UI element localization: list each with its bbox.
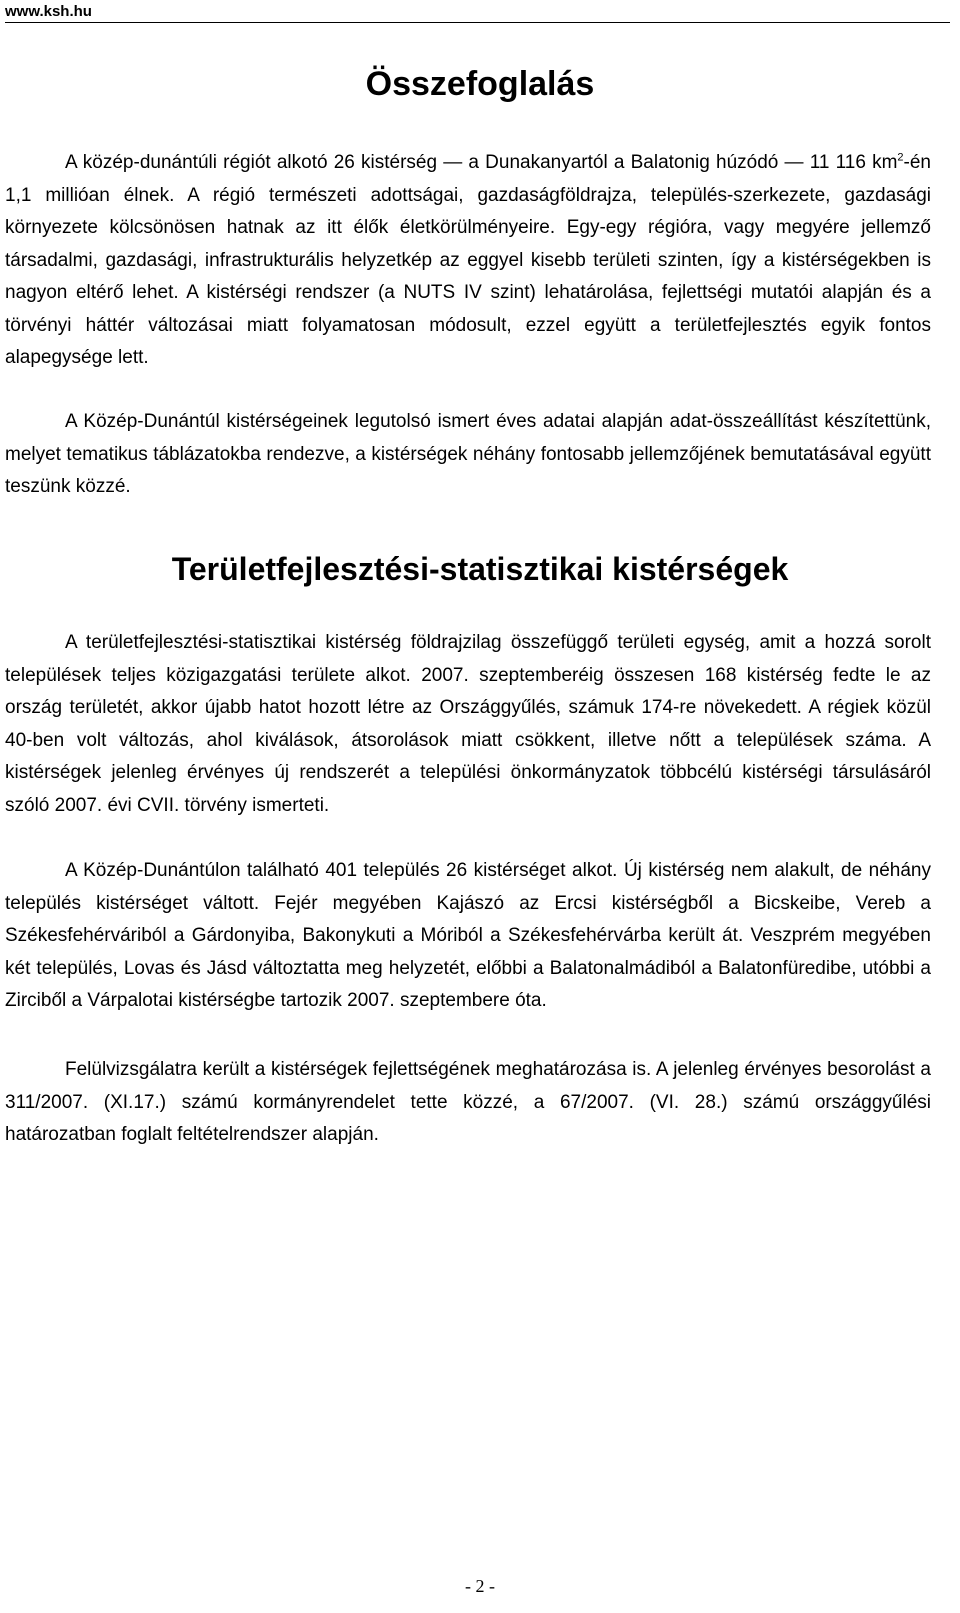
section-paragraph-2: A Közép-Dunántúlon található 401 település 26 kistérséget alkot. Új kistérség nem alakult, de néhány település kistérséget váltott. Fejér megyében Kajászó az Ercsi kistérségből a Bicskeibe, Vereb a Székesfehérváriból a Gárdonyiba, Bakonykuti a Móriból a Székesfehérvárba került át. Veszprém megyében két település, Lovas és Jásd változtatta meg helyzetét, előbbi a Balatonalmádiból a Balatonfüredibe, utóbbi a Zirciből a Várpalotai kistérségbe tartozik 2007. szeptembere óta. — [5, 860, 931, 1011]
page-number: - 2 - — [465, 1576, 495, 1596]
section-title: Területfejlesztési-statisztikai kistérségek — [171, 551, 789, 587]
summary-paragraph-1-text-b: -én 1,1 millióan élnek. A régió természeti adottságai, gazdaságföldrajza, település-szerkezete, gazdasági környezete kölcsönösen hatnak az itt élők életkörülményeire. Egy-egy régióra, vagy megyére jellemző társadalmi, gazdasági, infrastrukturális helyzetkép az eggyel kisebb területi szinten, így a kistérségekben is nagyon eltérő lehet. A kistérségi rendszer (a NUTS IV szint) lehatárolása, fejlettségi mutatói alapján és a törvényi háttér változásai miatt folyamatosan módosult, ezzel együtt a területfejlesztés egyik fontos alapegysége lett. — [5, 152, 931, 368]
superscript-2: 2 — [897, 151, 904, 164]
page-title: Összefoglalás — [365, 65, 595, 103]
summary-paragraph-1-text-a: A közép-dunántúli régiót alkotó 26 kistérség ― a Dunakanyartól a Balatonig húzódó ― 11 116 km — [65, 152, 898, 173]
header-url: www.ksh.hu — [5, 2, 950, 23]
section-paragraph-1: A területfejlesztési-statisztikai kistérség földrajzilag összefüggő területi egység, amit a hozzá sorolt települések teljes közigazgatási területe alkot. 2007. szeptemberéig összesen 168 kistérség fedte le az ország területét, akkor újabb hatot hozott létre az Országgyűlés, számuk 174-re növekedett. A régiek közül 40-ben volt változás, ahol kiválások, átsorolások miatt csökkent, illetve nőtt a települések száma. A kistérségek jelenleg érvényes új rendszerét a települési önkormányzatok többcélú kistérségi társulásáról szóló 2007. évi CVII. törvény ismerteti. — [5, 632, 931, 816]
summary-paragraph-2: A Közép-Dunántúl kistérségeinek legutolsó ismert éves adatai alapján adat-összeállítást készítettünk, melyet tematikus táblázatokba rendezve, a kistérségek néhány fontosabb jellemzőjének bemutatásával együtt teszünk közzé. — [5, 411, 931, 497]
section-paragraph-3: Felülvizsgálatra került a kistérségek fejlettségének meghatározása is. A jelenleg érvényes besorolást a 311/2007. (XI.17.) számú kormányrendelet tette közzé, a 67/2007. (VI. 28.) számú országgyűlési határozatban foglalt feltételrendszer alapján. — [5, 1059, 931, 1145]
summary-paragraph-1 — [5, 147, 931, 375]
